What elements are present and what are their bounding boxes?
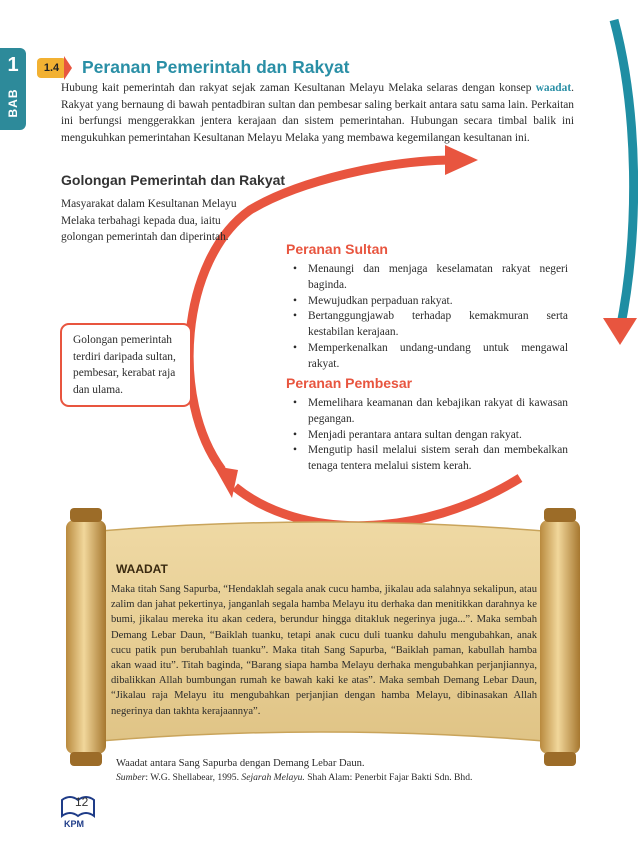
callout-text: Golongan pemerintah terdiri daripada sultan, pembesar, kerabat raja dan ulama. [73,334,176,396]
subsection-title: Golongan Pemerintah dan Rakyat [61,172,286,188]
waadat-caption: Waadat antara Sang Sapurba dengan Demang Lebar Daun. [116,758,365,769]
intro-part1: Hubung kait pemerintah dan rakyat sejak zaman Kesultanan Melayu Melaka selaras dengan konsep [61,82,536,94]
pembesar-role-heading: Peranan Pembesar [286,375,413,391]
pembesar-role-item: • Memelihara keamanan dan kebajikan rakyat di kawasan pegangan. [288,396,568,428]
waadat-title: WAADAT [116,562,168,576]
page-number: 12 [75,795,89,809]
pembesar-role-item: • Menjadi perantara antara sultan dengan rakyat. [288,428,568,444]
chapter-number: 1 [7,54,19,76]
sultan-role-item: • Bertanggungjawab terhadap kemakmuran serta kestabilan kerajaan. [288,309,568,341]
sultan-role-heading: Peranan Sultan [286,241,388,257]
intro-part2: . Rakyat yang bernaung di bawah pentadbiran sultan dan pembesar saling berkait antara satu sama lain. Perkaitan ini berfungsi menggerakkan jentera kerajaan dan sistem pemerintahan. Hubungan secara timbal balik ini mengukuhkan pemerintahan Kesultanan Melayu Melaka yang membawa kegemilangan kesultanan ini. [61,82,574,144]
source-post: Shah Alam: Penerbit Fajar Bakti Sdn. Bhd. [304,772,473,783]
intro-keyword: waadat [535,82,572,94]
chapter-label: BAB [6,88,20,118]
waadat-source [116,772,472,783]
sultan-role-item: • Menaungi dan menjaga keselamatan rakyat negeri baginda. [288,262,568,294]
section-number-badge: 1.4 [37,58,66,78]
section-title: Peranan Pemerintah dan Rakyat [82,57,350,77]
scroll-right-roll [540,508,580,766]
scroll-left-roll [66,508,106,766]
source-label: Sumber [116,772,146,783]
waadat-text: Maka titah Sang Sapurba, “Hendaklah segala anak cucu hamba, jikalau ada salahnya sekalipun, atau zalim dan jahat pekertinya, janganlah segala hamba Melayu itu derhaka dan menitikkan darahnya ke bumi, jikalau mereka itu akan cedera, berundur hingga ditakluk negerinya juga...”. Maka sembah Demang Lebar Daun, “Baiklah tuanku, tetapi anak cucu duli tuanku dahulu mengubahkan, anak cucu patik pun berubahlah tuanku”. Maka titah Sang Sapurba, “Baiklah paman, kabullah hamba akan waad itu”. Titah baginda, “Barang siapa hamba Melayu derhaka mengubahkan perjanjiannya, dibalikkan Allah bumbungan rumah ke bawah kaki ke atas”. Maka sembah Demang Lebar Daun, “Jikalau raja Melayu itu mengubahkan perjanjian dengan hamba Melayu, dibinasakan Allah negerinya dan takhta kerajaannya”. [111,584,537,717]
source-pre: : W.G. Shellabear, 1995. [145,772,242,783]
subsection-text: Masyarakat dalam Kesultanan Melayu Melaka terbahagi kepada dua, iaitu golongan pemerintah dan diperintah. [61,198,237,244]
kpm-logo-text: KPM [64,819,84,829]
sultan-role-item: • Mewujudkan perpaduan rakyat. [288,294,568,310]
pembesar-role-item: • Mengutip hasil melalui sistem serah dan membekalkan tenaga tentera melalui sistem kerah. [288,443,568,475]
source-title: Sejarah Melayu. [241,772,305,783]
sultan-role-item: • Memperkenalkan undang-undang untuk mengawal rakyat. [288,341,568,373]
